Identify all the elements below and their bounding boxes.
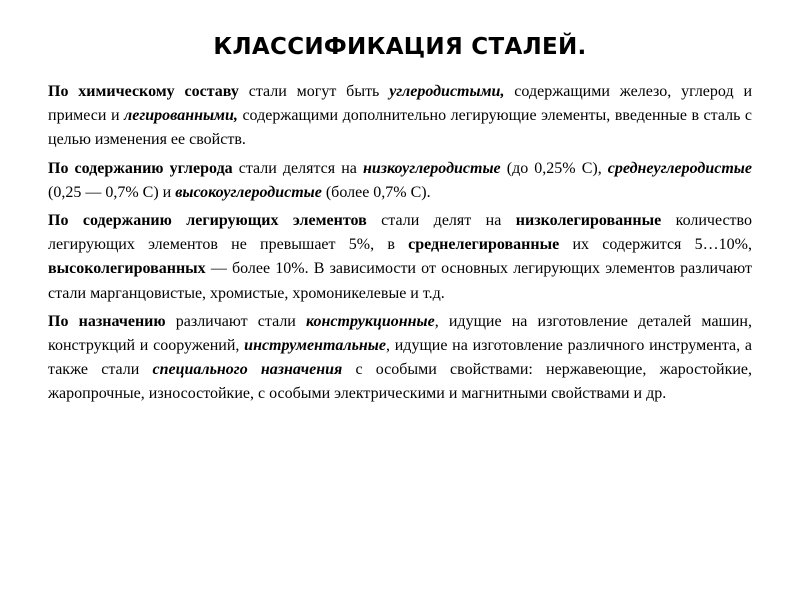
text-segment: низкоуглеродистые bbox=[362, 159, 501, 177]
text-segment: содержащими дополнительно легирующие элементы, введенные в сталь с целью изменения ее свойств. bbox=[48, 107, 752, 149]
slide-body bbox=[48, 80, 752, 411]
paragraph-purpose bbox=[48, 310, 752, 407]
text-segment: количество легирующих элементов не превышает 5%, в bbox=[48, 212, 752, 254]
text-segment: , идущие на изготовление деталей машин, конструкций и сооружений, bbox=[48, 312, 752, 355]
text-segment: По химическому составу bbox=[48, 83, 239, 100]
text-segment: (более 0,7% С). bbox=[321, 183, 431, 201]
text-segment: стали делятся на bbox=[232, 159, 363, 177]
text-segment: По содержанию углерода bbox=[48, 159, 233, 177]
text-segment: легированными, bbox=[124, 107, 238, 125]
text-segment: высокоуглеродистые bbox=[175, 183, 322, 201]
text-segment: инструментальные bbox=[244, 337, 386, 355]
paragraph-alloying-content bbox=[48, 209, 752, 306]
text-segment: среднелегированные bbox=[408, 236, 560, 254]
text-segment: конструкционные bbox=[306, 312, 435, 330]
text-segment: (0,25 — 0,7% С) и bbox=[48, 183, 176, 201]
text-segment: стали могут быть bbox=[238, 83, 390, 100]
text-segment: среднеуглеродистые bbox=[607, 159, 752, 177]
paragraph-chemical-composition bbox=[48, 80, 752, 153]
text-segment: стали делят на bbox=[366, 212, 516, 230]
text-segment: — более 10%. В зависимости от основных легирующих элементов различают стали марганцовистые, хромистые, хромоникелевые и т.д. bbox=[48, 260, 752, 302]
text-segment: специального назначения bbox=[152, 361, 343, 379]
text-segment: с особыми свойствами: нержавеющие, жаростойкие, жаропрочные, износостойкие, с особыми электрическими и магнитными свойствами и др. bbox=[48, 361, 753, 403]
slide-title: КЛАССИФИКАЦИЯ СТАЛЕЙ. bbox=[213, 34, 587, 60]
text-segment: (до 0,25% С), bbox=[500, 159, 608, 177]
text-segment: содержащими железо, углерод и примеси и bbox=[48, 83, 752, 125]
text-segment: различают стали bbox=[165, 312, 307, 330]
text-segment: низколегированные bbox=[515, 212, 662, 230]
text-segment: По назначению bbox=[48, 312, 166, 330]
text-segment: , идущие на изготовление различного инструмента, а также стали bbox=[48, 337, 752, 379]
text-segment: углеродистыми, bbox=[389, 83, 505, 100]
text-segment: их содержится 5…10%, bbox=[559, 236, 752, 254]
paragraph-carbon-content bbox=[48, 157, 752, 205]
text-segment: высоколегированных bbox=[48, 260, 206, 278]
text-segment: По содержанию легирующих элементов bbox=[48, 212, 367, 230]
